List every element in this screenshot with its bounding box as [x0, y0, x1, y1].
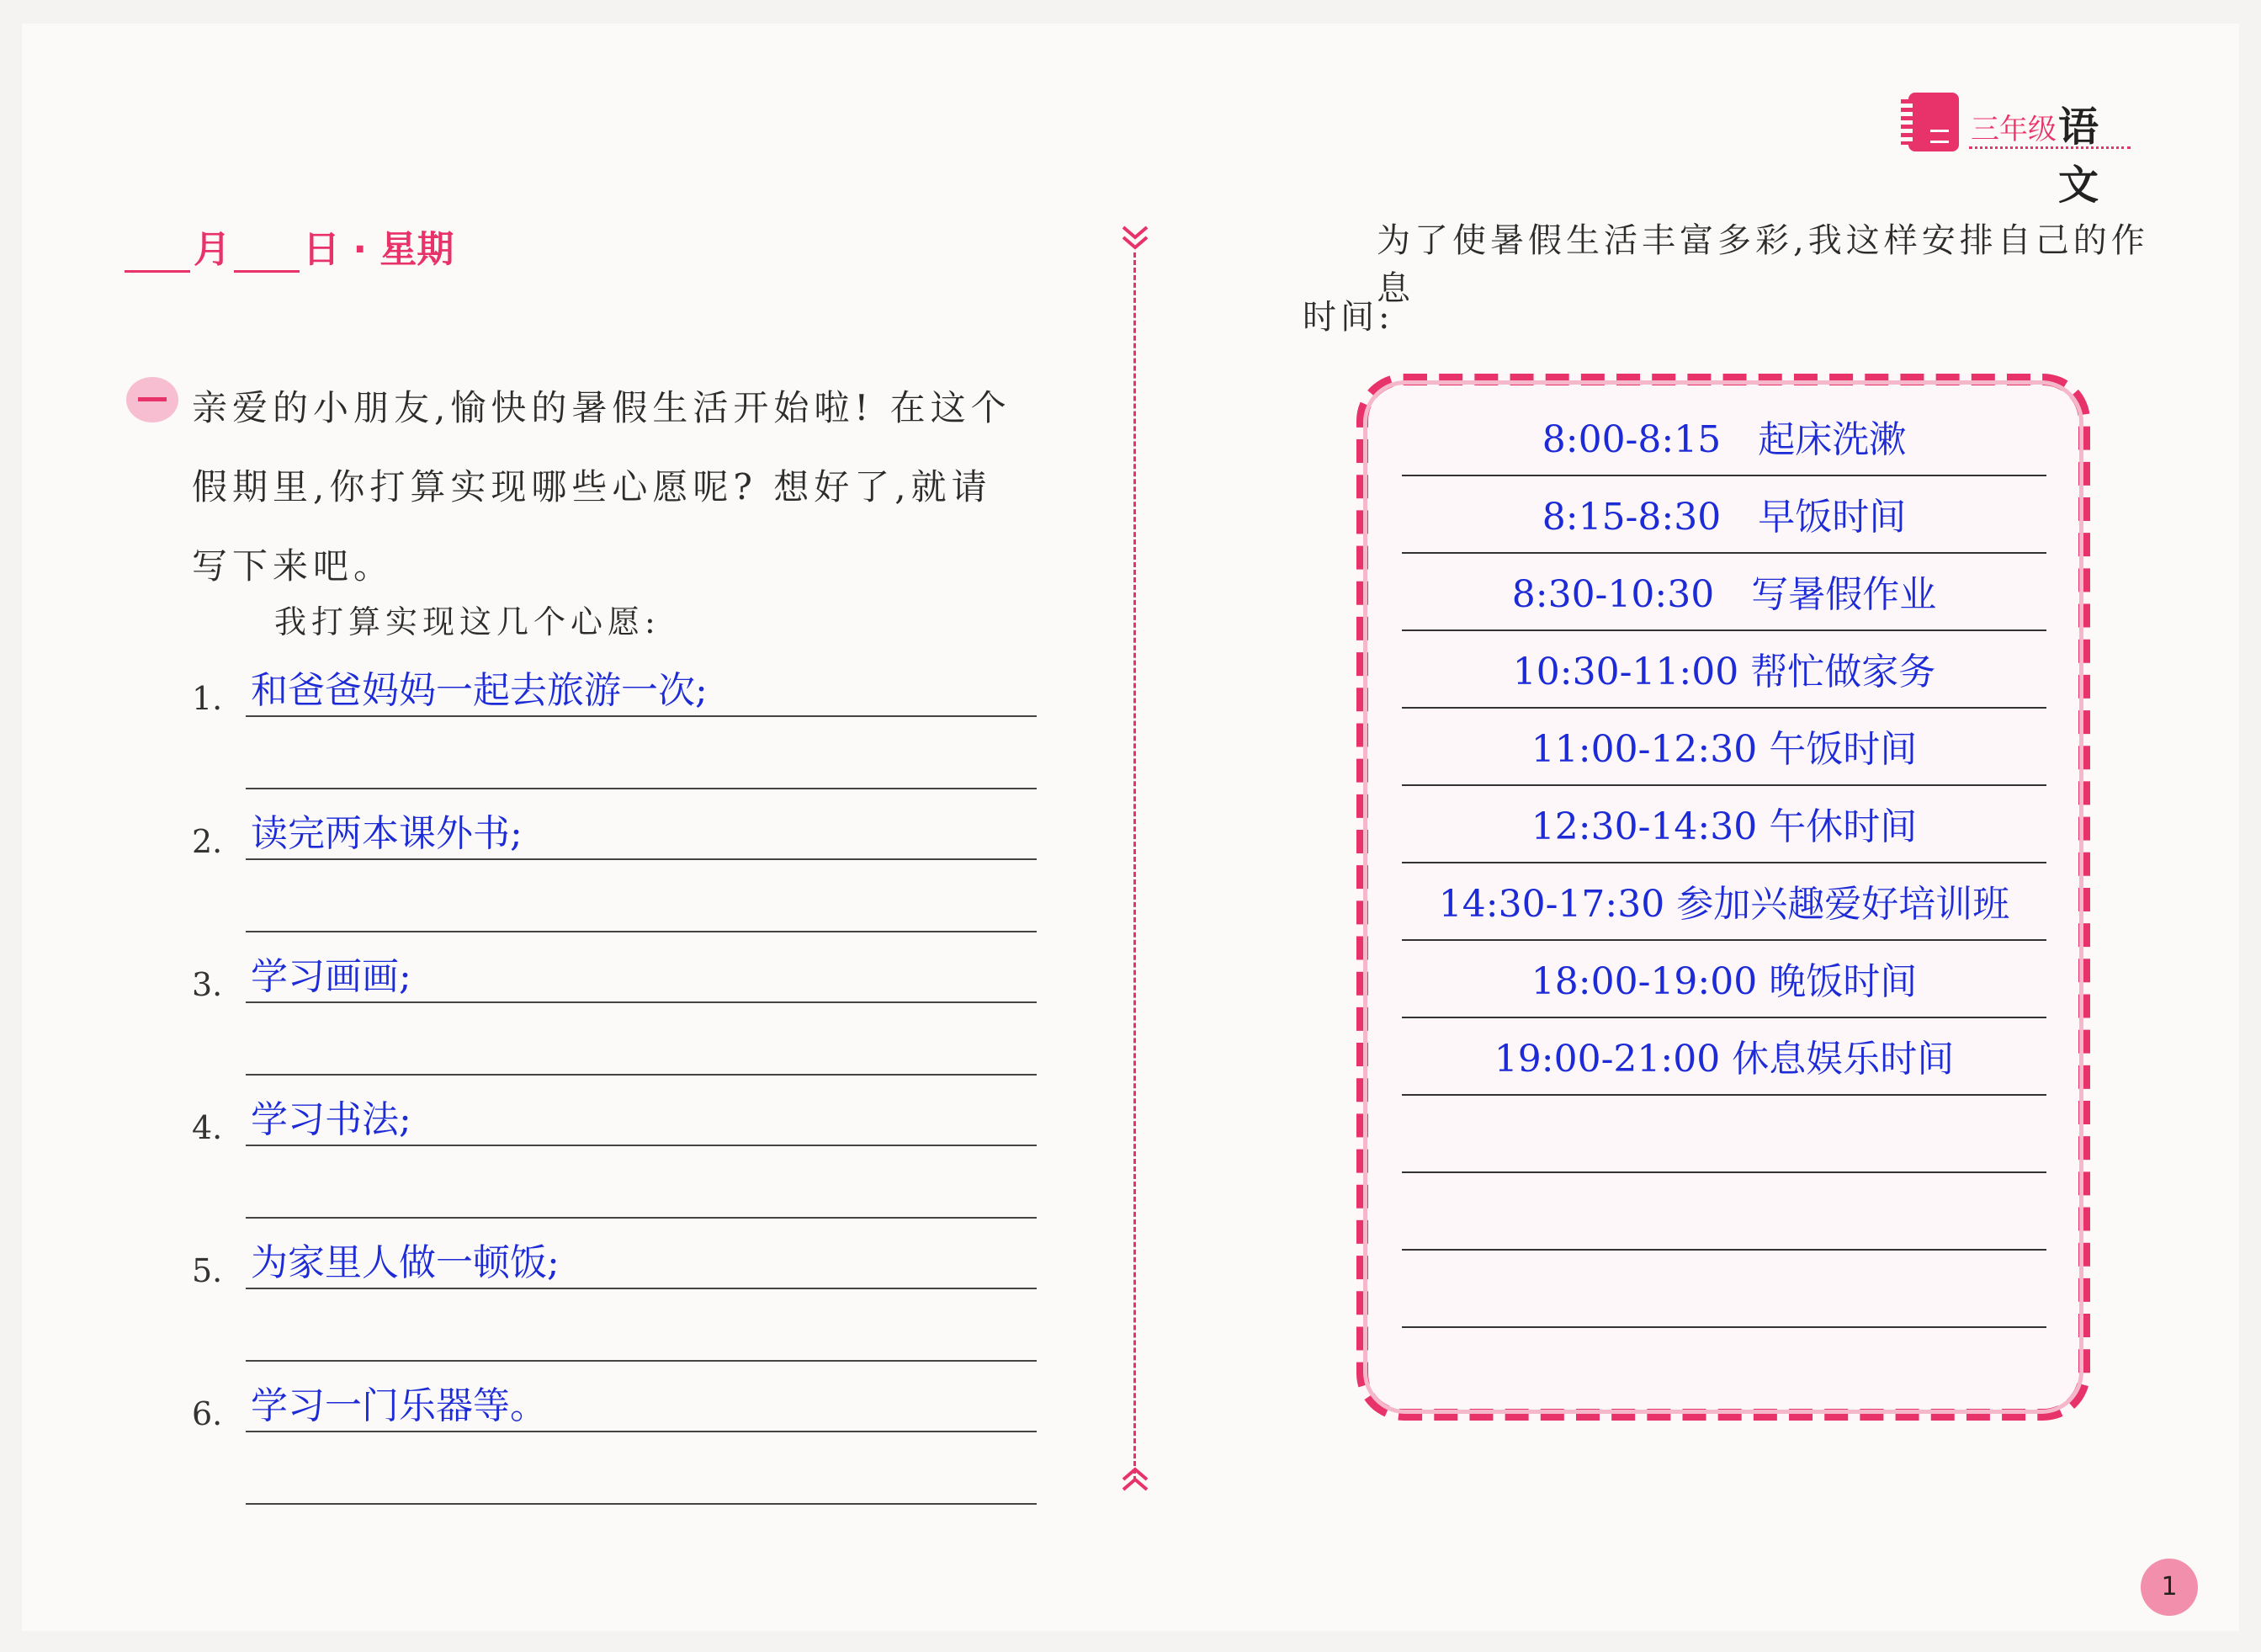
page-number: 1	[2141, 1559, 2198, 1616]
wish-item	[192, 938, 1042, 1081]
wish-answer: 为家里人做一顿饭;	[251, 1241, 560, 1284]
day-blank	[234, 233, 300, 273]
schedule-row	[1402, 397, 2046, 476]
wish-number: 6.	[192, 1395, 223, 1432]
notebook-icon	[1908, 93, 1959, 151]
chevron-down-icon	[1122, 226, 1149, 256]
schedule-row	[1402, 707, 2046, 786]
schedule-entry: 8:00-8:15 起床洗漱	[1542, 418, 1907, 461]
schedule-row	[1402, 475, 2046, 554]
month-blank	[125, 233, 190, 273]
schedule-row	[1402, 1017, 2046, 1096]
subject-badge	[1908, 91, 2136, 209]
day-weekday-label: 日 · 星期	[303, 228, 454, 271]
schedule-entry: 12:30-14:30 午休时间	[1531, 805, 1918, 848]
question-line: 写下来吧。	[192, 545, 395, 587]
schedule-row	[1402, 939, 2046, 1018]
schedule-entry: 10:30-11:00 帮忙做家务	[1512, 651, 1936, 693]
schedule-row-blank	[1402, 1249, 2046, 1328]
wish-answer: 学习画画;	[251, 955, 411, 998]
schedule-intro-line2: 时间:	[1303, 298, 1394, 337]
wish-item	[192, 1367, 1042, 1510]
schedule-row-blank	[1402, 1171, 2046, 1251]
schedule-row	[1402, 784, 2046, 863]
schedule-entry: 19:00-21:00 休息娱乐时间	[1494, 1038, 1955, 1081]
wish-item	[192, 794, 1042, 938]
question-line: 亲爱的小朋友,愉快的暑假生活开始啦! 在这个	[192, 387, 1011, 428]
question-text	[192, 369, 1042, 606]
wish-item	[192, 1081, 1042, 1224]
schedule-row-blank	[1402, 1094, 2046, 1173]
schedule-entry: 8:15-8:30 早饭时间	[1542, 496, 1907, 539]
wish-number: 2.	[192, 823, 223, 860]
wish-answer: 学习一门乐器等。	[251, 1384, 547, 1427]
wish-item	[192, 651, 1042, 794]
wishes-intro: 我打算实现这几个心愿:	[274, 603, 661, 640]
subject-label: 语文	[2058, 104, 2099, 209]
wish-number: 4.	[192, 1109, 223, 1146]
date-line	[125, 219, 457, 269]
grade-label: 三年级	[1971, 113, 2057, 146]
question-marker	[126, 377, 178, 422]
schedule-entry: 11:00-12:30 午饭时间	[1531, 728, 1918, 771]
schedule-row	[1402, 552, 2046, 631]
wish-number: 3.	[192, 966, 223, 1003]
schedule-row	[1402, 629, 2046, 709]
schedule-row	[1402, 862, 2046, 941]
question-line: 假期里,你打算实现哪些心愿呢? 想好了,就请	[192, 466, 992, 507]
wish-answer: 读完两本课外书;	[251, 812, 523, 855]
schedule-entry: 18:00-19:00 晚饭时间	[1531, 960, 1918, 1003]
schedule-entry: 14:30-17:30 参加兴趣爱好培训班	[1438, 883, 2010, 926]
wish-number: 1.	[192, 680, 223, 717]
month-label: 月	[194, 228, 231, 271]
schedule-intro-line1: 为了使暑假生活丰富多彩,我这样安排自己的作息	[1377, 221, 2149, 308]
wish-item	[192, 1224, 1042, 1367]
wish-answer: 和爸爸妈妈一起去旅游一次;	[251, 669, 708, 712]
wish-number: 5.	[192, 1252, 223, 1289]
page-divider	[1133, 252, 1136, 1481]
wish-answer: 学习书法;	[251, 1098, 411, 1141]
chevron-up-icon	[1122, 1463, 1149, 1493]
schedule-entry: 8:30-10:30 写暑假作业	[1511, 573, 1937, 616]
